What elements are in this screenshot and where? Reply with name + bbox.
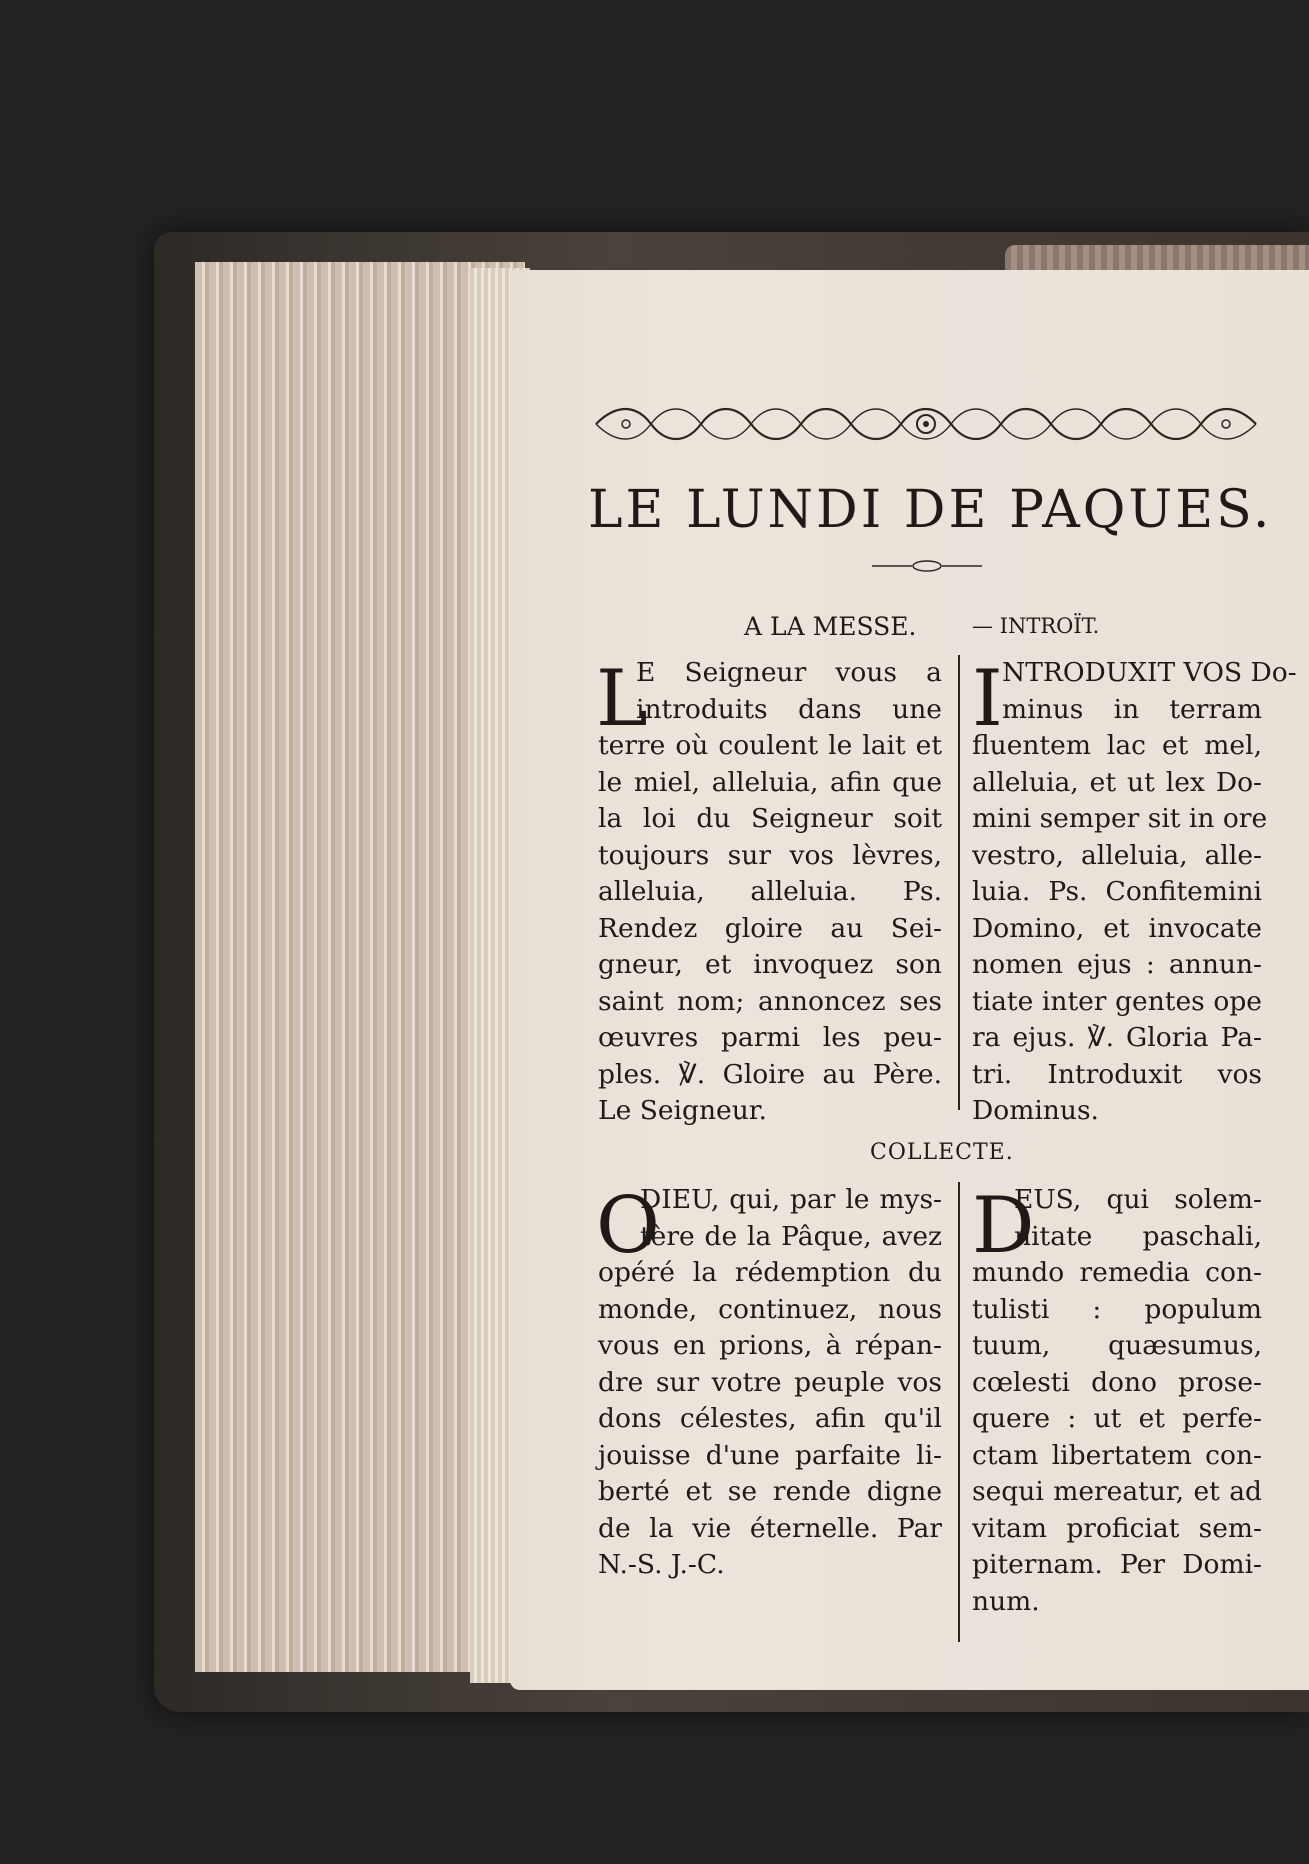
- text-line: sequi mereatur, et ad: [972, 1476, 1262, 1507]
- text-line: DIEU, qui, par le mys-: [640, 1184, 942, 1215]
- text-line: cœlesti dono prose-: [972, 1366, 1262, 1398]
- text-line: EUS, qui solem-: [1014, 1184, 1262, 1215]
- dropcap: I: [972, 654, 1003, 744]
- text-line: dre sur votre peuple vos: [598, 1366, 942, 1398]
- text-line: vous en prions, à répan-: [598, 1330, 942, 1361]
- collect-french-text: [598, 1182, 942, 1584]
- text-line: NTRODUXIT VOS Do-: [1002, 657, 1297, 688]
- text-line: Le Seigneur.: [598, 1095, 767, 1126]
- text-line: nitate paschali,: [1014, 1220, 1262, 1252]
- text-line: Rendez gloire au Sei-: [598, 912, 942, 944]
- ornamental-border: [591, 402, 1261, 446]
- text-line: opéré la rédemption du: [598, 1257, 942, 1288]
- text-line: E Seigneur vous a: [636, 657, 942, 688]
- dropcap: D: [972, 1181, 1035, 1271]
- text-line: tri. Introduxit vos: [972, 1058, 1262, 1090]
- text-line: toujours sur vos lèvres,: [598, 839, 942, 871]
- page-title: LE LUNDI DE PAQUES.: [588, 480, 1273, 540]
- dropcap: O: [596, 1181, 660, 1271]
- text-line: Dominus.: [972, 1095, 1099, 1126]
- text-line: la loi du Seigneur soit: [598, 803, 942, 834]
- text-line: tuum, quæsumus,: [972, 1330, 1262, 1361]
- text-line: tiate inter gentes ope: [972, 985, 1262, 1017]
- text-line: mini semper sit in ore: [972, 803, 1268, 834]
- text-line: Domino, et invocate: [972, 912, 1262, 944]
- text-line: monde, continuez, nous: [598, 1293, 942, 1325]
- introit-french-text: [598, 655, 942, 1130]
- text-line: N.-S. J.-C.: [598, 1549, 725, 1580]
- text-line: ra ejus. ℣. Gloria Pa-: [972, 1022, 1262, 1053]
- text-line: mundo remedia con-: [972, 1257, 1262, 1288]
- introit-label: — INTROÏT.: [972, 614, 1100, 638]
- text-line: ctam libertatem con-: [972, 1439, 1262, 1471]
- text-line: luia. Ps. Confitemini: [972, 876, 1262, 907]
- text-line: terre où coulent le lait et: [598, 730, 942, 761]
- text-line: vitam proficiat sem-: [972, 1512, 1262, 1544]
- text-line: nomen ejus : annun-: [972, 949, 1262, 980]
- text-line: de la vie éternelle. Par: [598, 1512, 942, 1544]
- text-line: ples. ℣. Gloire au Père.: [598, 1058, 942, 1090]
- text-line: tère de la Pâque, avez: [640, 1220, 942, 1252]
- text-line: alleluia, et ut lex Do-: [972, 766, 1262, 798]
- column-divider: [958, 655, 960, 1110]
- text-line: œuvres parmi les peu-: [598, 1022, 942, 1053]
- text-line: alleluia, alleluia. Ps.: [598, 876, 942, 907]
- title-divider-ornament: [872, 560, 982, 572]
- text-line: fluentem lac et mel,: [972, 730, 1262, 761]
- text-line: quere : ut et perfe-: [972, 1403, 1262, 1434]
- text-line: gneur, et invoquez son: [598, 949, 942, 980]
- text-line: berté et se rende digne: [598, 1476, 942, 1507]
- collect-latin-text: [972, 1182, 1262, 1620]
- text-line: saint nom; annoncez ses: [598, 985, 942, 1017]
- text-line: minus in terram: [1002, 693, 1262, 725]
- text-line: dons célestes, afin qu'il: [598, 1403, 942, 1434]
- text-line: piternam. Per Domi-: [972, 1549, 1262, 1580]
- text-line: le miel, alleluia, afin que: [598, 766, 942, 798]
- collect-heading: COLLECTE.: [870, 1140, 1014, 1165]
- introit-latin-text: [972, 655, 1297, 1130]
- text-line: tulisti : populum: [972, 1293, 1262, 1325]
- text-line: num.: [972, 1585, 1040, 1617]
- text-line: vestro, alleluia, alle-: [972, 839, 1262, 871]
- text-line: introduits dans une: [636, 693, 942, 725]
- dropcap: L: [596, 654, 648, 744]
- column-divider: [958, 1182, 960, 1642]
- mass-heading: A LA MESSE.: [744, 612, 917, 641]
- text-line: jouisse d'une parfaite li-: [598, 1439, 942, 1471]
